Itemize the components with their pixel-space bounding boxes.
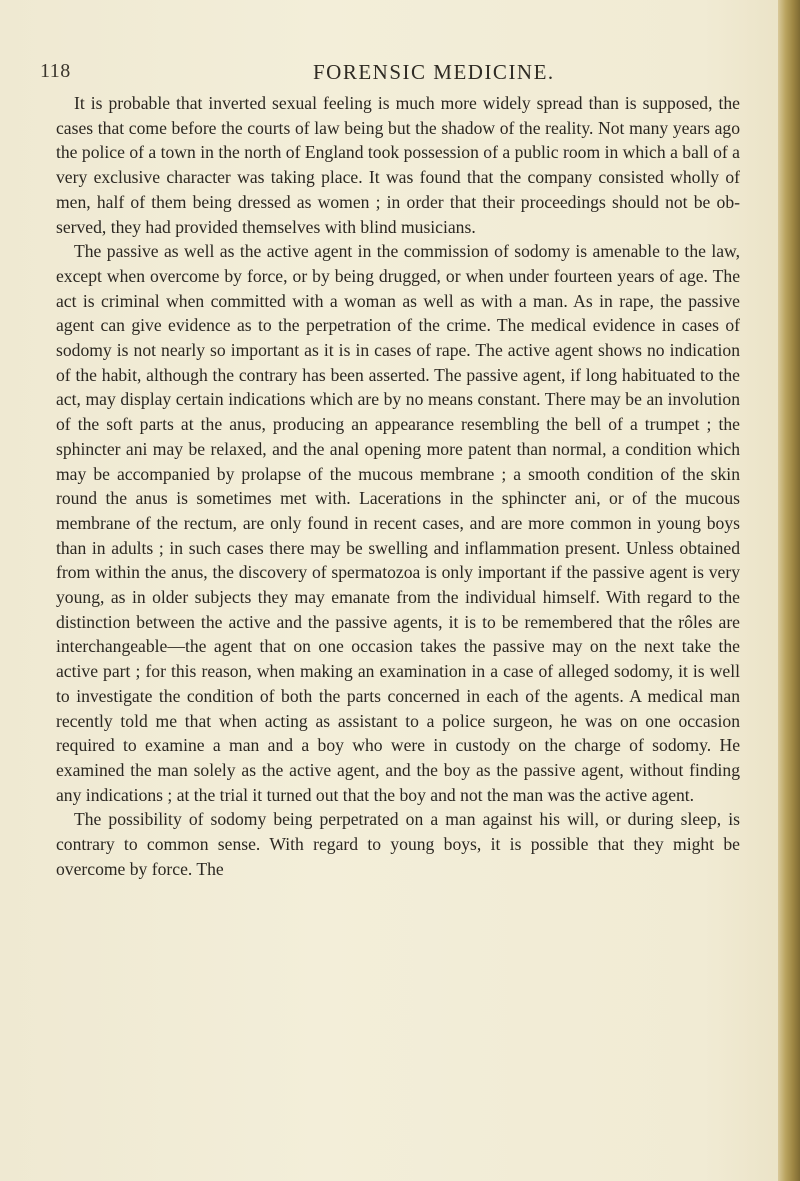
body-text — [56, 91, 740, 882]
paragraph-inverted-feeling: It is probable that inverted sexual feeling is much more widely spread than is supposed, the cases that come before the courts of law being but the shadow of the reality. Not many years ago the police of a town in the north of England took possession of a public room in which a ball of a very exclusive character was taking place. It was found that the company consisted wholly of men, half of them being dressed as women ; in order that their proceedings should not be observed, they had provided themselves with blind musicians. — [56, 93, 740, 237]
page-number: 118 — [40, 60, 71, 82]
running-title: FORENSIC MEDICINE. — [313, 60, 555, 84]
paragraph-possibility: The possibility of sodomy being perpetrated on a man against his will, or during sleep, is contrary to common sense. With regard to young boys, it is possible that they might be overcome by force. The — [56, 809, 740, 879]
page-header — [0, 60, 800, 90]
paragraph-passive-active-agent: The passive as well as the active agent in the commission of sodomy is amenable to the law, except when overcome by force, or by being drugged, or when under fourteen years of age. The act is criminal when committed with a woman as well as with a man. As in rape, the passive agent can give evidence as to the perpetration of the crime. The medical evidence in cases of sodomy is not nearly so important as it is in cases of rape. The active agent shows no indication of the habit, although the contrary has been asserted. The passive agent, if long habituated to the act, may display certain indications which are by no means constant. There may be an involution of the soft parts at the anus, producing an appearance resembling the bell of a trumpet ; the sphincter ani may be relaxed, and the anal opening more patent than normal, a condition which may be accompanied by prolapse of the mucous membrane ; a smooth condition of the skin round the anus is sometimes met with. Lacerations in the sphincter ani, or of the mucous membrane of the rectum, are only found in recent cases, and are more common in young boys than in adults ; in such cases there may be swelling and inflammation present. Unless obtained from within the anus, the discovery of spermatozoa is only important if the passive agent is very young, as in older subjects they may emanate from the individual himself. With regard to the distinction between the active and the passive agents, it is to be remembered that the rôles are interchangeable—the agent that on one occasion takes the passive may on the next take the active part ; for this reason, when making an examination in a case of alleged sodomy, it is well to investigate the condition of both the parts concerned in each of the agents. A medical man recently told me that when acting as assistant to a police surgeon, he was on one occasion required to examine a man and a boy who were in custody on the charge of sodomy. He examined the man solely as the active agent, and the boy as the passive agent, without finding any indications ; at the trial it turned out that the boy and not the man was the active agent. — [56, 241, 740, 805]
book-spine-edge — [778, 0, 800, 1181]
